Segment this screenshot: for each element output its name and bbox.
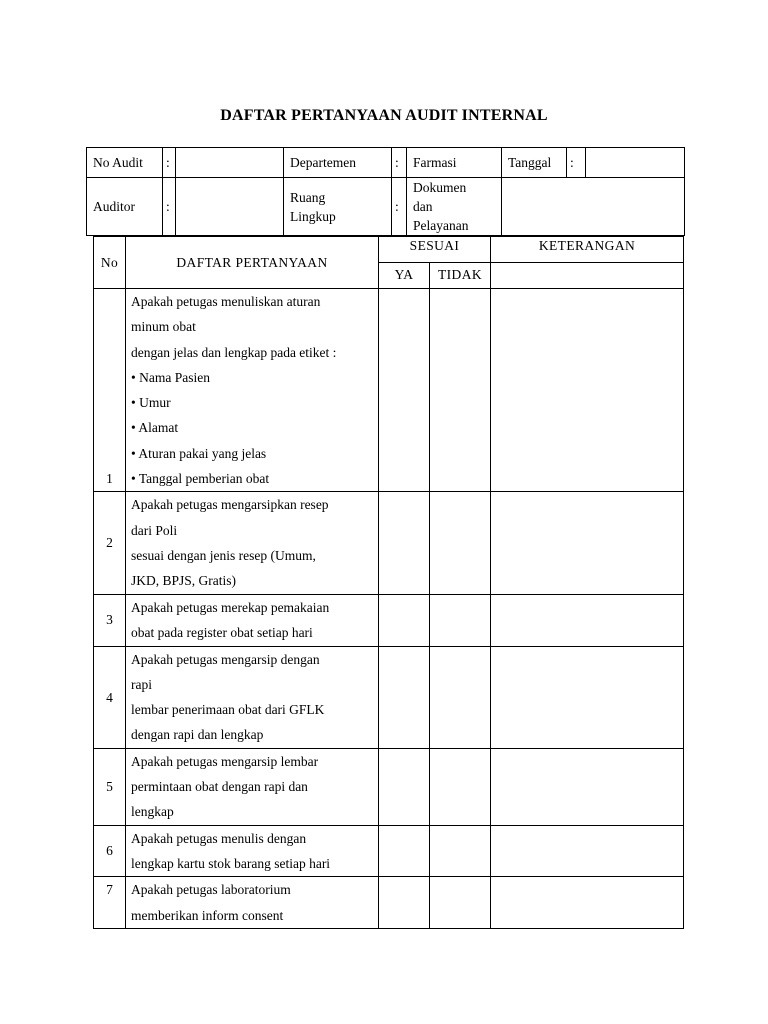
question-line: dari Poli [131, 522, 178, 538]
ruang-lingkup-line: Lingkup [290, 208, 336, 224]
question-line: Apakah petugas merekap pemakaian [131, 599, 330, 615]
ruang-lingkup-value-line: dan [413, 199, 433, 214]
answer-tidak-cell[interactable] [430, 492, 491, 594]
answer-ya-cell[interactable] [379, 748, 430, 825]
question-line: lengkap kartu stok barang setiap hari [131, 856, 331, 872]
question-line: minum obat [131, 319, 196, 335]
question-line: JKD, BPJS, Gratis) [131, 573, 237, 589]
question-text [126, 289, 379, 492]
ruang-lingkup-value-line: Dokumen [413, 180, 467, 195]
ruang-lingkup-value [407, 178, 502, 236]
keterangan-cell[interactable] [491, 594, 684, 646]
questions-body [94, 289, 684, 929]
question-text [126, 492, 379, 594]
tanggal-label: Tanggal [502, 148, 567, 178]
answer-tidak-cell[interactable] [430, 646, 491, 748]
question-number: 5 [94, 748, 126, 825]
question-line: obat pada register obat setiap hari [131, 624, 313, 640]
info-row-2 [87, 178, 685, 236]
question-line: Apakah petugas menuliskan aturan [131, 294, 321, 309]
header-sesuai: SESUAI [379, 237, 491, 263]
colon: : [392, 178, 407, 236]
question-row [94, 492, 684, 594]
question-row [94, 748, 684, 825]
colon: : [567, 148, 586, 178]
header-keterangan: KETERANGAN [491, 237, 684, 263]
question-text [126, 877, 379, 929]
answer-ya-cell[interactable] [379, 289, 430, 492]
keterangan-cell[interactable] [491, 492, 684, 594]
question-row [94, 289, 684, 492]
info-row-1 [87, 148, 685, 178]
answer-tidak-cell[interactable] [430, 877, 491, 929]
answer-tidak-cell[interactable] [430, 594, 491, 646]
answer-tidak-cell[interactable] [430, 748, 491, 825]
question-number: 3 [94, 594, 126, 646]
answer-ya-cell[interactable] [379, 594, 430, 646]
question-line: • Aturan pakai yang jelas [131, 445, 267, 461]
departemen-label: Departemen [284, 148, 392, 178]
question-line: dengan jelas dan lengkap pada etiket : [131, 344, 337, 360]
question-number: 4 [94, 646, 126, 748]
question-text [126, 646, 379, 748]
departemen-value: Farmasi [407, 148, 502, 178]
question-line: sesuai dengan jenis resep (Umum, [131, 547, 316, 563]
document-title: DAFTAR PERTANYAAN AUDIT INTERNAL [220, 107, 548, 124]
question-number: 6 [94, 825, 126, 877]
question-line: Apakah petugas menulis dengan [131, 830, 307, 846]
ruang-lingkup-line: Ruang [290, 189, 326, 205]
question-line: Apakah petugas mengarsip dengan [131, 651, 320, 667]
keterangan-cell[interactable] [491, 646, 684, 748]
question-line: memberikan inform consent [131, 907, 284, 923]
answer-ya-cell[interactable] [379, 825, 430, 877]
keterangan-cell[interactable] [491, 748, 684, 825]
colon: : [163, 178, 176, 236]
question-line: • Alamat [131, 420, 179, 436]
keterangan-cell[interactable] [491, 877, 684, 929]
header-ya: YA [379, 263, 430, 289]
auditor-label: Auditor [87, 178, 163, 236]
header-tidak: TIDAK [430, 263, 491, 289]
question-number: 1 [94, 289, 126, 492]
question-line: • Umur [131, 395, 171, 411]
questions-table [93, 236, 684, 929]
auditor-value [176, 178, 284, 236]
question-line: • Nama Pasien [131, 369, 210, 385]
question-row [94, 877, 684, 929]
no-audit-label: No Audit [87, 148, 163, 178]
colon: : [163, 148, 176, 178]
header-daftar-pertanyaan: DAFTAR PERTANYAAN [126, 237, 379, 289]
info-empty-cell [502, 178, 685, 236]
question-line: • Tanggal pemberian obat [131, 471, 270, 487]
question-line: lembar penerimaan obat dari GFLK [131, 702, 325, 718]
question-row [94, 825, 684, 877]
header-keterangan-sub [491, 263, 684, 289]
ruang-lingkup-label [284, 178, 392, 236]
question-line: Apakah petugas laboratorium [131, 882, 291, 898]
question-line: lengkap [131, 804, 174, 820]
answer-ya-cell[interactable] [379, 877, 430, 929]
header-no: No [94, 237, 126, 289]
question-text [126, 825, 379, 877]
answer-tidak-cell[interactable] [430, 289, 491, 492]
header-row [94, 237, 684, 263]
question-text [126, 594, 379, 646]
no-audit-value [176, 148, 284, 178]
question-line: Apakah petugas mengarsip lembar [131, 753, 319, 769]
question-line: Apakah petugas mengarsipkan resep [131, 497, 329, 513]
colon: : [392, 148, 407, 178]
question-text [126, 748, 379, 825]
question-row [94, 594, 684, 646]
keterangan-cell[interactable] [491, 825, 684, 877]
answer-ya-cell[interactable] [379, 492, 430, 594]
question-row [94, 646, 684, 748]
audit-info-table [86, 147, 685, 236]
ruang-lingkup-value-line: Pelayanan [413, 218, 469, 233]
answer-tidak-cell[interactable] [430, 825, 491, 877]
keterangan-cell[interactable] [491, 289, 684, 492]
tanggal-value [586, 148, 685, 178]
question-number: 2 [94, 492, 126, 594]
question-number: 7 [94, 877, 126, 929]
question-line: rapi [131, 676, 152, 692]
question-line: permintaan obat dengan rapi dan [131, 779, 308, 795]
answer-ya-cell[interactable] [379, 646, 430, 748]
question-line: dengan rapi dan lengkap [131, 727, 264, 743]
